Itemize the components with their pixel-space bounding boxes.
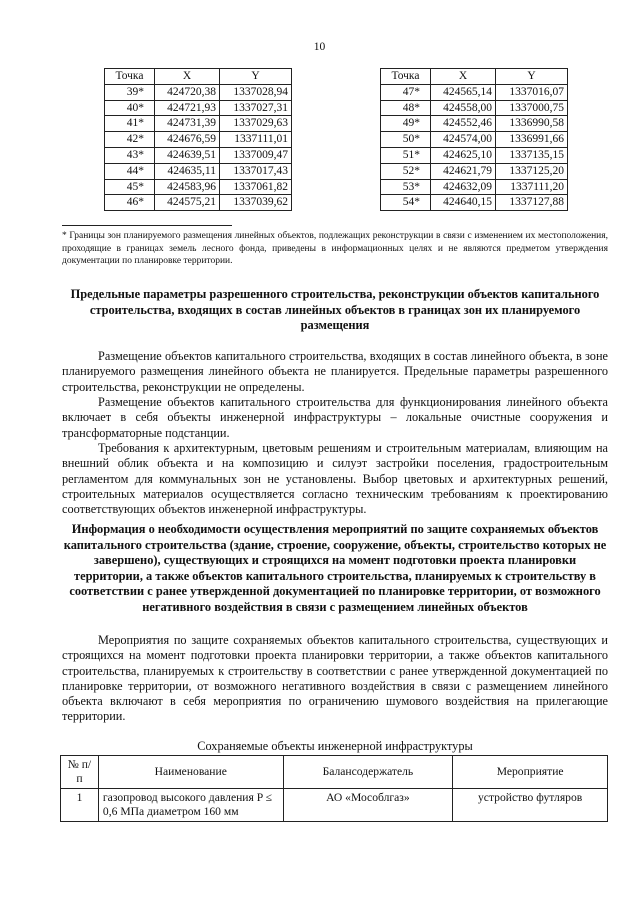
x-cell: 424552,46 xyxy=(431,116,496,132)
y-cell: 1337125,20 xyxy=(496,163,568,179)
coordinates-table-left xyxy=(104,68,292,211)
column-header-x: X xyxy=(155,69,220,85)
table-header-row xyxy=(105,69,292,85)
point-cell: 46* xyxy=(105,195,155,211)
x-cell: 424635,11 xyxy=(155,163,220,179)
point-cell: 43* xyxy=(105,147,155,163)
section-heading-protection-measures: Информация о необходимости осуществления мероприятий по защите сохраняемых объектов капитального строительства (здание, строение, сооружение, объекты, строительство которых не завершено), существующих и строящихся на момент подготовки проекта планировки территории, а также объектов капитального строительства, планируемых к строительству в соответствии с ранее утвержденной документацией по планировке территории, от возможного негативного воздействия в связи с размещением линейных объектов xyxy=(63,522,607,614)
table-row xyxy=(105,84,292,100)
name-cell: газопровод высокого давления P ≤ 0,6 МПа диаметром 160 мм xyxy=(98,789,283,822)
column-header-y: Y xyxy=(496,69,568,85)
x-cell: 424639,51 xyxy=(155,147,220,163)
y-cell: 1337009,47 xyxy=(220,147,292,163)
y-cell: 1337000,75 xyxy=(496,100,568,116)
x-cell: 424583,96 xyxy=(155,179,220,195)
x-cell: 424720,38 xyxy=(155,84,220,100)
column-header-x: X xyxy=(431,69,496,85)
point-cell: 49* xyxy=(381,116,431,132)
x-cell: 424574,00 xyxy=(431,132,496,148)
column-header-point: Точка xyxy=(381,69,431,85)
point-cell: 40* xyxy=(105,100,155,116)
owner-cell: АО «Мособлгаз» xyxy=(283,789,453,822)
paragraph: Мероприятия по защите сохраняемых объектов капитального строительства, существующих и строящихся на момент подготовки проекта планировки территории, а также объектов капитального строительства, планируемых к строительству в соответствии с ранее утвержденной документацией по планировке территории, от возможного негативного воздействия в связи с размещением линейного объекта включают в себя мероприятия по ограничению шумового воздействия на прилегающие территории. xyxy=(62,633,608,724)
column-header-number: № п/п xyxy=(61,756,99,789)
y-cell: 1336990,58 xyxy=(496,116,568,132)
point-cell: 51* xyxy=(381,147,431,163)
table-row xyxy=(105,100,292,116)
x-cell: 424565,14 xyxy=(431,84,496,100)
y-cell: 1337027,31 xyxy=(220,100,292,116)
point-cell: 45* xyxy=(105,179,155,195)
x-cell: 424640,15 xyxy=(431,195,496,211)
point-cell: 42* xyxy=(105,132,155,148)
point-cell: 44* xyxy=(105,163,155,179)
x-cell: 424558,00 xyxy=(431,100,496,116)
table-row xyxy=(381,100,568,116)
point-cell: 52* xyxy=(381,163,431,179)
table-row xyxy=(381,132,568,148)
y-cell: 1337029,63 xyxy=(220,116,292,132)
point-cell: 50* xyxy=(381,132,431,148)
measure-cell: устройство футляров xyxy=(453,789,608,822)
table-row xyxy=(381,84,568,100)
table-row xyxy=(105,179,292,195)
footnote-text: * Границы зон планируемого размещения линейных объектов, подлежащих реконструкции в связи с изменением их местоположения, проходящие в границах земель лесного фонда, приведены в информационных целях и не являются предметом утверждения документации по планировке территории. xyxy=(62,231,608,266)
table-row xyxy=(61,789,608,822)
paragraph: Размещение объектов капитального строительства для функционирования линейного объекта включает в себя объекты инженерной инфраструктуры – локальные очистные сооружения и трансформаторные подстанции. xyxy=(62,395,608,440)
table-row xyxy=(105,147,292,163)
y-cell: 1337135,15 xyxy=(496,147,568,163)
infrastructure-table-caption: Сохраняемые объекты инженерной инфраструктуры xyxy=(197,739,473,753)
point-cell: 47* xyxy=(381,84,431,100)
x-cell: 424575,21 xyxy=(155,195,220,211)
section-heading-construction-parameters: Предельные параметры разрешенного строительства, реконструкции объектов капитального строительства, входящих в состав линейных объектов в границах зон их планируемого размещения xyxy=(70,287,600,333)
table-header-row xyxy=(61,756,608,789)
column-header-measure: Мероприятие xyxy=(453,756,608,789)
column-header-owner: Балансодержатель xyxy=(283,756,453,789)
table-row xyxy=(105,163,292,179)
y-cell: 1337127,88 xyxy=(496,195,568,211)
table-row xyxy=(381,147,568,163)
point-cell: 53* xyxy=(381,179,431,195)
x-cell: 424731,39 xyxy=(155,116,220,132)
y-cell: 1337061,82 xyxy=(220,179,292,195)
y-cell: 1337017,43 xyxy=(220,163,292,179)
point-cell: 41* xyxy=(105,116,155,132)
x-cell: 424721,93 xyxy=(155,100,220,116)
column-header-name: Наименование xyxy=(98,756,283,789)
table-header-row xyxy=(381,69,568,85)
table-row xyxy=(105,116,292,132)
y-cell: 1337028,94 xyxy=(220,84,292,100)
column-header-y: Y xyxy=(220,69,292,85)
column-header-point: Точка xyxy=(105,69,155,85)
number-cell: 1 xyxy=(61,789,99,822)
y-cell: 1337111,20 xyxy=(496,179,568,195)
paragraph: Размещение объектов капитального строительства, входящих в состав линейного объекта, в зоне планируемого размещения линейного объекта не планируется. Предельные параметры разрешенного строительства, реконструкции не определены. xyxy=(62,349,608,394)
point-cell: 39* xyxy=(105,84,155,100)
paragraph: Требования к архитектурным, цветовым решениям и строительным материалам, влияющим на внешний облик объекта и на композицию и силуэт застройки поселения, градостроительным регламентом для коммунальных зон не установлены. Выбор цветовых и архитектурных решений, строительных материалов осуществляется согласно техническим требованиям к проектированию соответствующих объектов инженерной инфраструктуры. xyxy=(62,441,608,517)
table-row xyxy=(381,179,568,195)
point-cell: 48* xyxy=(381,100,431,116)
y-cell: 1337111,01 xyxy=(220,132,292,148)
y-cell: 1337039,62 xyxy=(220,195,292,211)
coordinates-table-right xyxy=(380,68,568,211)
y-cell: 1337016,07 xyxy=(496,84,568,100)
point-cell: 54* xyxy=(381,195,431,211)
y-cell: 1336991,66 xyxy=(496,132,568,148)
x-cell: 424621,79 xyxy=(431,163,496,179)
table-row xyxy=(381,116,568,132)
table-row xyxy=(105,195,292,211)
page-number: 10 xyxy=(313,41,326,53)
footnote-divider xyxy=(62,225,232,226)
x-cell: 424625,10 xyxy=(431,147,496,163)
x-cell: 424676,59 xyxy=(155,132,220,148)
table-row xyxy=(381,163,568,179)
table-row xyxy=(105,132,292,148)
table-row xyxy=(381,195,568,211)
x-cell: 424632,09 xyxy=(431,179,496,195)
infrastructure-table xyxy=(60,755,608,822)
